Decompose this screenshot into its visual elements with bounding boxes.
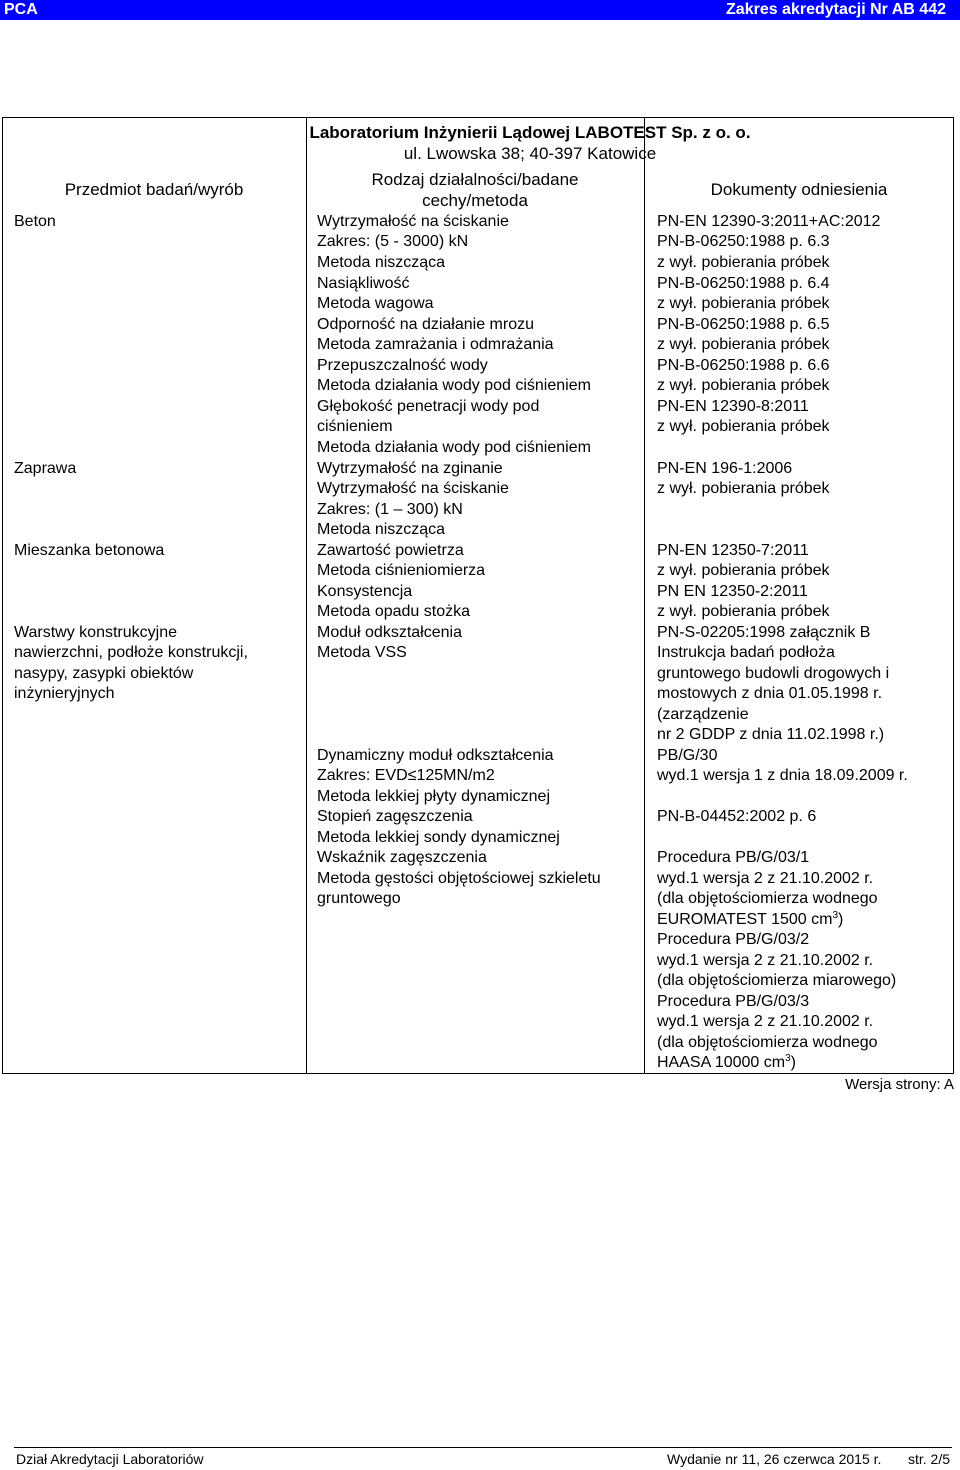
- column-header-documents: Dokumenty odniesienia: [710, 180, 888, 199]
- subject-warstwy-line1: Warstwy konstrukcyjne: [14, 624, 177, 641]
- document-line: Procedura PB/G/03/1: [657, 849, 810, 866]
- document-line: Procedura PB/G/03/2: [657, 931, 810, 948]
- document-line: gruntowego budowli drogowych i: [657, 665, 890, 682]
- activity-line: Nasiąkliwość: [317, 275, 410, 292]
- subject-zaprawa: Zaprawa: [14, 460, 77, 477]
- document-line: z wył. pobierania próbek: [657, 418, 830, 435]
- document-line: wyd.1 wersja 2 z 21.10.2002 r.: [657, 1013, 874, 1030]
- document-line: PN-EN 12390-3:2011+AC:2012: [657, 213, 881, 230]
- superscript: 3: [785, 1053, 791, 1064]
- document-line: wyd.1 wersja 1 z dnia 18.09.2009 r.: [657, 767, 908, 784]
- activity-line: Przepuszczalność wody: [317, 357, 488, 374]
- document-line: PB/G/30: [657, 747, 718, 764]
- subject-beton: Beton: [14, 213, 56, 230]
- column-divider-2: [644, 117, 645, 1074]
- document-line: [657, 1053, 796, 1074]
- document-line: z wył. pobierania próbek: [657, 295, 830, 312]
- footer-edition: Wydanie nr 11, 26 czerwca 2015 r.: [667, 1451, 882, 1467]
- activity-line: Wytrzymałość na zginanie: [317, 460, 503, 477]
- document-line: (dla objętościomierza wodnego: [657, 1034, 878, 1051]
- document-line: z wył. pobierania próbek: [657, 377, 830, 394]
- footer-department: Dział Akredytacji Laboratoriów: [16, 1451, 204, 1467]
- header-bar: [0, 0, 960, 20]
- header-right: Zakres akredytacji Nr AB 442: [726, 1, 946, 18]
- subject-warstwy-line3: nasypy, zasypki obiektów: [14, 665, 194, 682]
- document-line: z wył. pobierania próbek: [657, 336, 830, 353]
- document-line: Procedura PB/G/03/3: [657, 993, 810, 1010]
- document-line: [657, 910, 843, 931]
- activity-line: Zakres: (5 - 3000) kN: [317, 233, 469, 250]
- column-divider-1: [306, 117, 307, 1074]
- activity-line: Metoda niszcząca: [317, 521, 446, 538]
- activity-line: Metoda działania wody pod ciśnieniem: [317, 439, 591, 456]
- superscript: 3: [832, 910, 839, 921]
- document-line: z wył. pobierania próbek: [657, 562, 830, 579]
- document-text-end: ): [838, 911, 844, 928]
- document-line: PN EN 12350-2:2011: [657, 583, 808, 600]
- document-line: (dla objętościomierza miarowego): [657, 972, 897, 989]
- document-line: nr 2 GDDP z dnia 11.02.1998 r.): [657, 726, 885, 743]
- subject-mieszanka: Mieszanka betonowa: [14, 542, 165, 559]
- activity-line: Metoda wagowa: [317, 295, 434, 312]
- lab-address: ul. Lwowska 38; 40-397 Katowice: [403, 144, 657, 163]
- activity-line: Odporność na działanie mrozu: [317, 316, 535, 333]
- document-line: z wył. pobierania próbek: [657, 254, 830, 271]
- activity-line: Metoda niszcząca: [317, 254, 446, 271]
- document-line: PN-EN 196-1:2006: [657, 460, 793, 477]
- footer-rule: [14, 1447, 952, 1448]
- activity-line: Metoda opadu stożka: [317, 603, 470, 620]
- document-text: EUROMATEST 1500 cm: [657, 911, 833, 928]
- document-line: wyd.1 wersja 2 z 21.10.2002 r.: [657, 870, 874, 887]
- activity-line: Metoda ciśnieniomierza: [317, 562, 486, 579]
- lab-name: Laboratorium Inżynierii Lądowej LABOTEST Sp. z o. o.: [309, 123, 751, 142]
- activity-line: ciśnieniem: [317, 418, 393, 435]
- activity-line: Konsystencja: [317, 583, 413, 600]
- activity-line: Wytrzymałość na ściskanie: [317, 213, 509, 230]
- column-header-subject: Przedmiot badań/wyrób: [64, 180, 244, 199]
- activity-line: Metoda VSS: [317, 644, 407, 661]
- document-line: PN-B-06250:1988 p. 6.4: [657, 275, 830, 292]
- document-line: wyd.1 wersja 2 z 21.10.2002 r.: [657, 952, 874, 969]
- activity-line: Głębokość penetracji wody pod: [317, 398, 540, 415]
- document-line: mostowych z dnia 01.05.1998 r.: [657, 685, 883, 702]
- document-line: z wył. pobierania próbek: [657, 480, 830, 497]
- document-line: PN-S-02205:1998 załącznik B: [657, 624, 871, 641]
- activity-line: Dynamiczny moduł odkształcenia: [317, 747, 554, 764]
- document-line: Instrukcja badań podłoża: [657, 644, 835, 661]
- document-line: PN-B-04452:2002 p. 6: [657, 808, 817, 825]
- document-line: (zarządzenie: [657, 706, 749, 723]
- activity-line: Zakres: EVD≤125MN/m2: [317, 767, 495, 784]
- activity-line: Metoda zamrażania i odmrażania: [317, 336, 554, 353]
- activity-line: Wskaźnik zagęszczenia: [317, 849, 487, 866]
- footer-page-number: str. 2/5: [907, 1451, 950, 1467]
- activity-line: Moduł odkształcenia: [317, 624, 462, 641]
- page-version: Wersja strony: A: [845, 1076, 954, 1093]
- document-line: z wył. pobierania próbek: [657, 603, 830, 620]
- activity-line: Metoda działania wody pod ciśnieniem: [317, 377, 591, 394]
- activity-line: Wytrzymałość na ściskanie: [317, 480, 509, 497]
- document-text-end: ): [790, 1054, 796, 1071]
- document-text: HAASA 10000 cm: [657, 1054, 786, 1071]
- activity-line: Zakres: (1 – 300) kN: [317, 501, 463, 518]
- column-header-activity: Rodzaj działalności/badane: [371, 170, 579, 189]
- column-header-activity-2: cechy/metoda: [422, 191, 528, 210]
- document-line: (dla objętościomierza wodnego: [657, 890, 878, 907]
- document-line: PN-EN 12390-8:2011: [657, 398, 809, 415]
- document-line: PN-B-06250:1988 p. 6.3: [657, 233, 830, 250]
- activity-line: Stopień zagęszczenia: [317, 808, 473, 825]
- subject-warstwy-line2: nawierzchni, podłoże konstrukcji,: [14, 644, 248, 661]
- activity-line: gruntowego: [317, 890, 401, 907]
- activity-line: Metoda lekkiej płyty dynamicznej: [317, 788, 550, 805]
- activity-line: Metoda gęstości objętościowej szkieletu: [317, 870, 601, 887]
- activity-line: Metoda lekkiej sondy dynamicznej: [317, 829, 560, 846]
- subject-warstwy-line4: inżynieryjnych: [14, 685, 115, 702]
- header-left: PCA: [4, 1, 38, 18]
- document-line: PN-B-06250:1988 p. 6.6: [657, 357, 830, 374]
- document-line: PN-EN 12350-7:2011: [657, 542, 809, 559]
- document-line: PN-B-06250:1988 p. 6.5: [657, 316, 830, 333]
- activity-line: Zawartość powietrza: [317, 542, 464, 559]
